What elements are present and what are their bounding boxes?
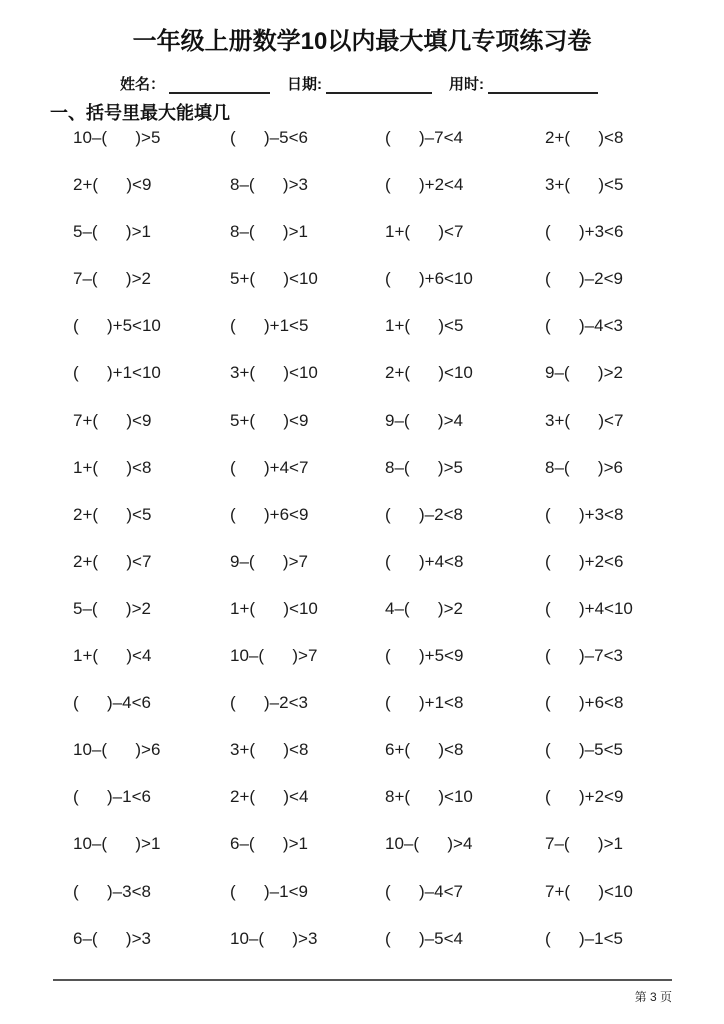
problem-cell: 2+( )<8 [545, 128, 624, 147]
problem-cell: 9–( )>4 [385, 410, 463, 430]
problem-cell: ( )–4<7 [385, 881, 463, 901]
page-number: 第 3 页 [634, 990, 672, 1004]
problem-cell: 9–( )>2 [545, 363, 623, 383]
problem-cell: ( )–2<9 [545, 269, 623, 289]
problem-cell: 10–( )>6 [73, 740, 161, 760]
worksheet-title: 一年级上册数学10以内最大填几专项练习卷 [132, 28, 592, 55]
problem-cell: ( )–2<8 [385, 504, 463, 524]
problem-cell: ( )+5<10 [73, 316, 161, 336]
problems-grid [73, 128, 724, 976]
problem-cell: 2+( )<7 [73, 551, 152, 571]
problem-cell: ( )+2<6 [545, 551, 624, 571]
name-blank-line [169, 77, 270, 94]
problem-cell: 7+( )<10 [545, 881, 633, 901]
problem-cell: ( )–3<8 [73, 881, 151, 901]
problem-cell: 2+( )<5 [73, 504, 152, 524]
problem-cell: 10–( )>4 [385, 834, 473, 854]
problem-cell: 10–( )>7 [230, 646, 318, 666]
problem-cell: 2+( )<9 [73, 175, 152, 195]
problem-cell: ( )+6<8 [545, 693, 624, 713]
problem-cell: 3+( )<8 [230, 740, 309, 760]
problem-cell: 2+( )<10 [385, 363, 473, 383]
problem-cell: ( )+1<10 [73, 363, 161, 383]
time-blank-line [488, 77, 598, 94]
problem-cell: ( )+3<8 [545, 504, 624, 524]
problem-cell: ( )+5<9 [385, 646, 464, 666]
problem-cell: 6–( )>1 [230, 834, 308, 854]
date-blank-line [326, 77, 432, 94]
problem-cell: ( )–7<3 [545, 646, 623, 666]
date-field [287, 73, 432, 94]
problem-cell: 1+( )<4 [73, 646, 152, 666]
problem-cell: 10–( )>1 [73, 834, 161, 854]
problem-cell: 8–( )>1 [230, 222, 308, 242]
problem-cell: 7–( )>2 [73, 269, 151, 289]
problem-cell: 8–( )>5 [385, 457, 463, 477]
problem-cell: 9–( )>7 [230, 551, 308, 571]
problem-cell: 5–( )>1 [73, 222, 151, 242]
problem-cell: 7–( )>1 [545, 834, 623, 854]
problem-cell: ( )–5<5 [545, 740, 623, 760]
problem-cell: 1+( )<8 [73, 457, 152, 477]
problem-cell: ( )–4<6 [73, 693, 151, 713]
problem-cell: ( )+6<9 [230, 504, 309, 524]
meta-row [120, 73, 615, 94]
problem-cell: ( )+1<8 [385, 693, 464, 713]
problem-cell: 5+( )<10 [230, 269, 318, 289]
problem-cell: 3+( )<10 [230, 363, 318, 383]
problem-cell: ( )+2<4 [385, 175, 464, 195]
problem-cell: ( )–7<4 [385, 128, 463, 147]
problem-cell: 8–( )>3 [230, 175, 308, 195]
problem-cell: ( )+3<6 [545, 222, 624, 242]
problem-cell: 8+( )<10 [385, 787, 473, 807]
footer-divider [53, 979, 672, 981]
problem-cell: 2+( )<4 [230, 787, 309, 807]
date-label: 日期: [287, 76, 323, 93]
problem-cell: 3+( )<7 [545, 410, 624, 430]
problem-cell: 5+( )<9 [230, 410, 309, 430]
problem-cell: ( )+4<10 [545, 598, 633, 618]
problem-cell: 1+( )<7 [385, 222, 464, 242]
problem-cell: 4–( )>2 [385, 598, 463, 618]
problem-cell: 6–( )>3 [73, 928, 151, 948]
problem-cell: 6+( )<8 [385, 740, 464, 760]
problem-cell: ( )+2<9 [545, 787, 624, 807]
problem-cell: ( )–1<6 [73, 787, 151, 807]
problem-cell: 10–( )>5 [73, 128, 161, 147]
problem-cell: ( )–5<4 [385, 928, 463, 948]
problem-cell: 10–( )>3 [230, 928, 318, 948]
problem-cell: 1+( )<10 [230, 598, 318, 618]
problem-cell: 1+( )<5 [385, 316, 464, 336]
time-field [449, 73, 598, 94]
problem-cell: ( )–1<9 [230, 881, 308, 901]
problem-cell: ( )–2<3 [230, 693, 308, 713]
time-label: 用时: [449, 76, 485, 93]
problem-cell: 8–( )>6 [545, 457, 623, 477]
problem-cell: ( )+4<7 [230, 457, 309, 477]
problem-cell: ( )+6<10 [385, 269, 473, 289]
problem-cell: ( )+4<8 [385, 551, 464, 571]
problem-cell: ( )–5<6 [230, 128, 308, 147]
problem-cell: ( )–1<5 [545, 928, 623, 948]
problem-cell: 5–( )>2 [73, 598, 151, 618]
name-label: 姓名： [120, 76, 166, 93]
problem-cell: 3+( )<5 [545, 175, 624, 195]
problem-cell: ( )–4<3 [545, 316, 623, 336]
section-heading: 一、括号里最大能填几 [50, 103, 230, 123]
problem-cell: ( )+1<5 [230, 316, 309, 336]
problem-cell: 7+( )<9 [73, 410, 152, 430]
name-field [120, 73, 270, 94]
